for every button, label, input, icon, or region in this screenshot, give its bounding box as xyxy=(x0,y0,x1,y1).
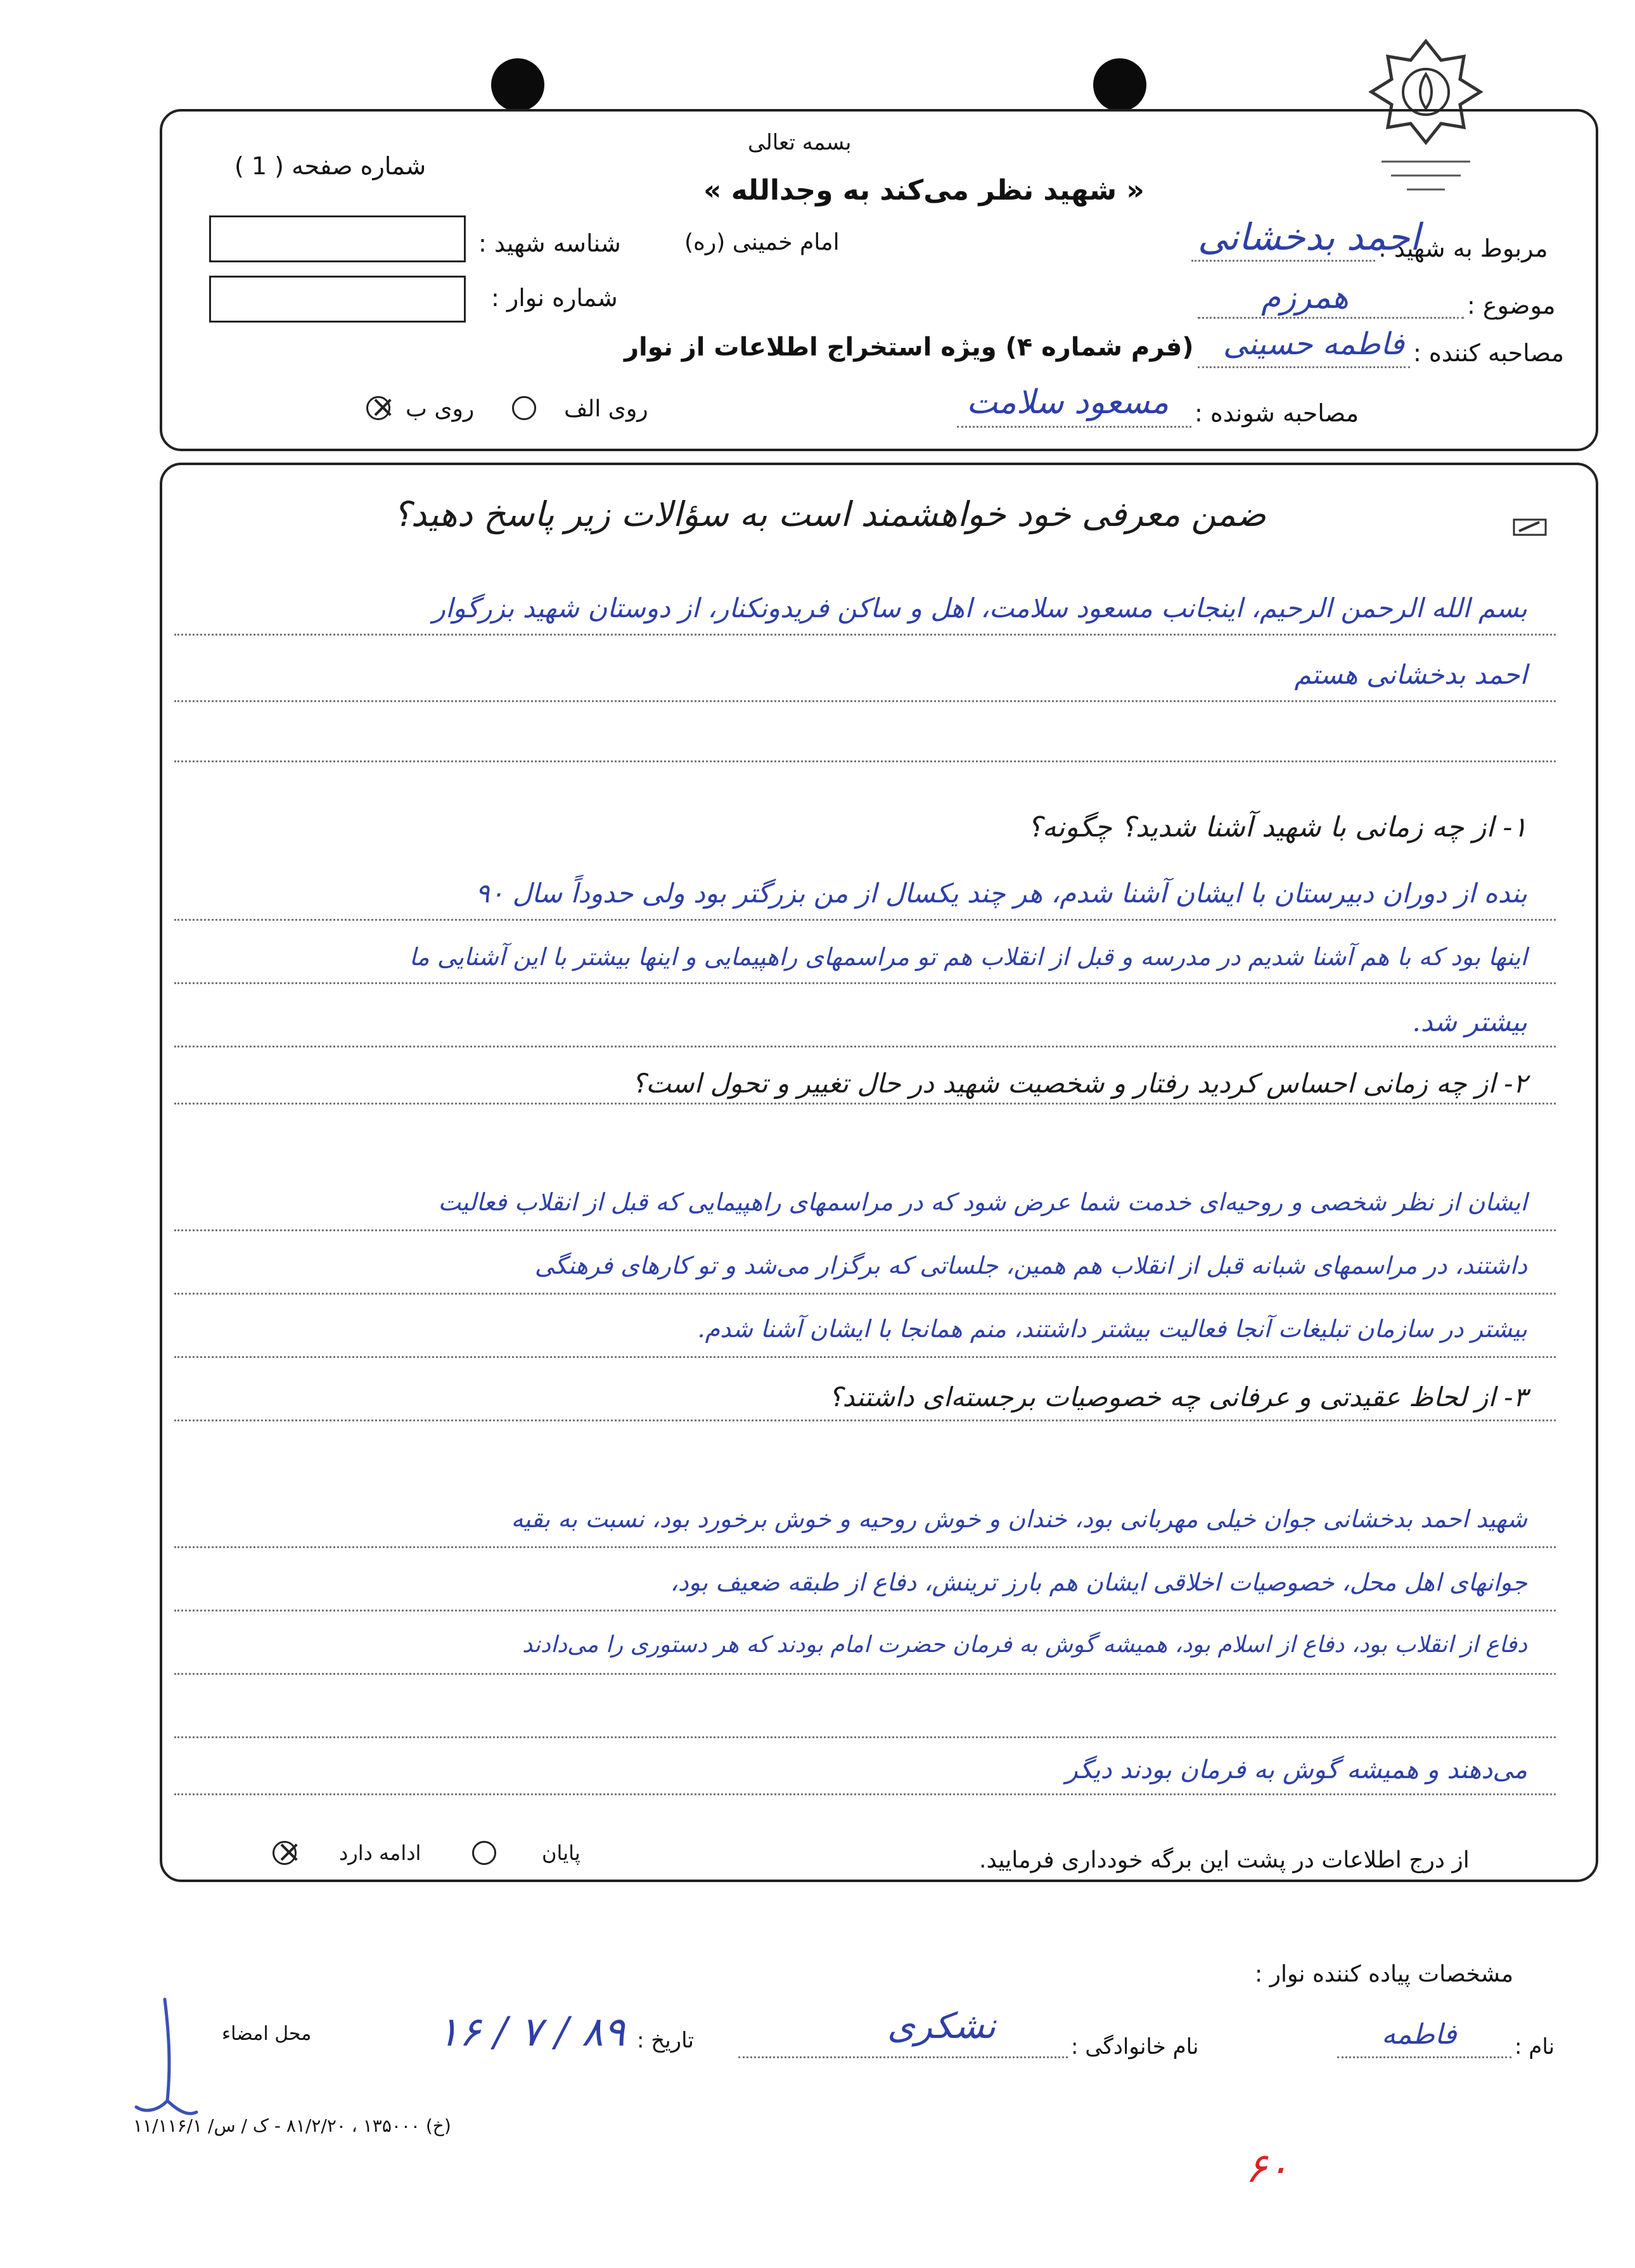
answer-3-line-2: جوانهای اهل محل، خصوصیات اخلاقی ایشان هم بارز ترینش، دفاع از طبقه ضعیف بود، xyxy=(670,1568,1527,1596)
implementer-label: مشخصات پیاده کننده نوار : xyxy=(1255,1961,1513,1987)
bismillah: بسمه تعالی xyxy=(748,130,852,155)
name-label: نام : xyxy=(1515,2034,1555,2060)
related-martyr-value: احمد بدخشانی xyxy=(1198,215,1420,259)
date-label: تاریخ : xyxy=(637,2028,694,2053)
answer-2-line-2: داشتند، در مراسمهای شبانه قبل از انقلاب هم همین، جلساتی که برگزار می‌شد و تو کارهای فرهنگی xyxy=(534,1252,1527,1279)
interviewer-line xyxy=(1198,366,1410,368)
related-martyr-line xyxy=(1191,260,1375,262)
punch-hole-left xyxy=(491,58,544,112)
imam-label: امام خمینی (ره) xyxy=(684,229,840,255)
subject-label: موضوع : xyxy=(1467,292,1556,319)
family-label: نام خانوادگی : xyxy=(1071,2034,1199,2060)
answer-3-line-4: می‌دهند و همیشه گوش به فرمان بودند دیگر xyxy=(1065,1755,1527,1784)
tape-number-label: شماره نوار : xyxy=(491,284,618,312)
answer-3-line-3: دفاع از انقلاب بود، دفاع از اسلام بود، همیشه گوش به فرمان حضرت امام بودند که هر دستوری را می‌دادند xyxy=(522,1632,1527,1658)
martyr-id-label: شناسه شهید : xyxy=(478,229,621,257)
subject-line xyxy=(1198,317,1464,319)
family-line xyxy=(738,2056,1068,2058)
intro-line-1: بسم الله الرحمن الرحیم، اینجانب مسعود سلامت، اهل و ساکن فریدونکنار، از دوستان شهید بزرگوار xyxy=(432,593,1527,624)
date-value: ۸۹ / ۷ / ۱۶ xyxy=(437,2009,625,2056)
question-1: ۱- از چه زمانی با شهید آشنا شدید؟ چگونه؟ xyxy=(1027,811,1527,843)
continues-radio[interactable] xyxy=(272,1841,297,1865)
prompt-text: ضمن معرفی خود خواهشمند است به سؤالات زیر پاسخ دهید؟ xyxy=(393,494,1266,534)
question-2: ۲- از چه زمانی احساس کردید رفتار و شخصیت شهید در حال تغییر و تحول است؟ xyxy=(631,1068,1527,1099)
side-b-radio[interactable] xyxy=(366,396,390,420)
interviewee-line xyxy=(957,426,1191,428)
page-mark: ۶۰ xyxy=(1245,2145,1289,2192)
signature xyxy=(127,1993,203,2126)
family-value: نشکری xyxy=(887,2006,996,2047)
interviewee-label: مصاحبه شونده : xyxy=(1195,399,1359,427)
page-number-label: شماره صفحه ( 1 ) xyxy=(234,152,426,180)
side-a-radio[interactable] xyxy=(512,396,536,420)
side-b-label: روی ب xyxy=(406,396,475,422)
answer-2-line-1: ایشان از نظر شخصی و روحیه‌ای خدمت شما عرض شود که در مراسمهای راهپیمایی که قبل از انقلاب فعالیت xyxy=(438,1188,1527,1216)
side-a-label: روی الف xyxy=(564,396,648,422)
name-value: فاطمه xyxy=(1382,2018,1457,2051)
answer-2-line-3: بیشتر در سازمان تبلیغات آنجا فعالیت بیشتر داشتند، منم همانجا با ایشان آشنا شدم. xyxy=(697,1315,1527,1343)
interviewer-value: فاطمه حسینی xyxy=(1223,326,1404,362)
end-radio[interactable] xyxy=(472,1841,496,1865)
subject-value: همرزم xyxy=(1261,279,1349,316)
punch-hole-right xyxy=(1093,58,1146,112)
name-line xyxy=(1337,2056,1511,2058)
answer-1-line-3: بیشتر شد. xyxy=(1412,1006,1527,1037)
end-label: پایان xyxy=(542,1841,580,1865)
answer-1-line-1: بنده از دوران دبیرستان با ایشان آشنا شدم، هر چند یکسال از من بزرگتر بود ولی حدوداً سال ۹۰ xyxy=(475,878,1527,909)
continues-label: ادامه دارد xyxy=(339,1841,421,1865)
back-side-note: از درج اطلاعات در پشت این برگه خودداری فرمایید. xyxy=(979,1847,1470,1873)
interviewer-label: مصاحبه کننده : xyxy=(1413,339,1565,367)
related-martyr-label: مربوط به شهید : xyxy=(1378,234,1548,262)
motto: « شهید نظر می‌کند به وجدالله » xyxy=(703,174,1144,207)
interviewee-value: مسعود سلامت xyxy=(966,383,1169,421)
answer-1-line-2: اینها بود که با هم آشنا شدیم در مدرسه و قبل از انقلاب هم تو مراسمهای راهپیمایی و اینها بیشتر با این آشنایی ما xyxy=(409,943,1527,971)
signature-label: محل امضاء xyxy=(222,2023,312,2045)
pencil-icon xyxy=(1511,513,1549,539)
form-title: (فرم شماره ۴) ویژه استخراج اطلاعات از نوار xyxy=(624,333,1194,362)
answer-3-line-1: شهید احمد بدخشانی جوان خیلی مهربانی بود، خندان و خوش روحیه و خوش برخورد بود، نسبت به بقیه xyxy=(511,1505,1527,1533)
form-code: (خ) ۱۳۵۰۰۰ ، ۸۱/۲/۲۰ - ک / س/ ۱۱/۱۱۶/۱ xyxy=(133,2115,451,2136)
intro-line-2: احمد بدخشانی هستم xyxy=(1294,659,1527,690)
question-3: ۳- از لحاظ عقیدتی و عرفانی چه خصوصیات برجسته‌ای داشتند؟ xyxy=(828,1381,1527,1413)
martyr-id-field[interactable] xyxy=(209,215,466,262)
tape-number-field[interactable] xyxy=(209,276,466,323)
